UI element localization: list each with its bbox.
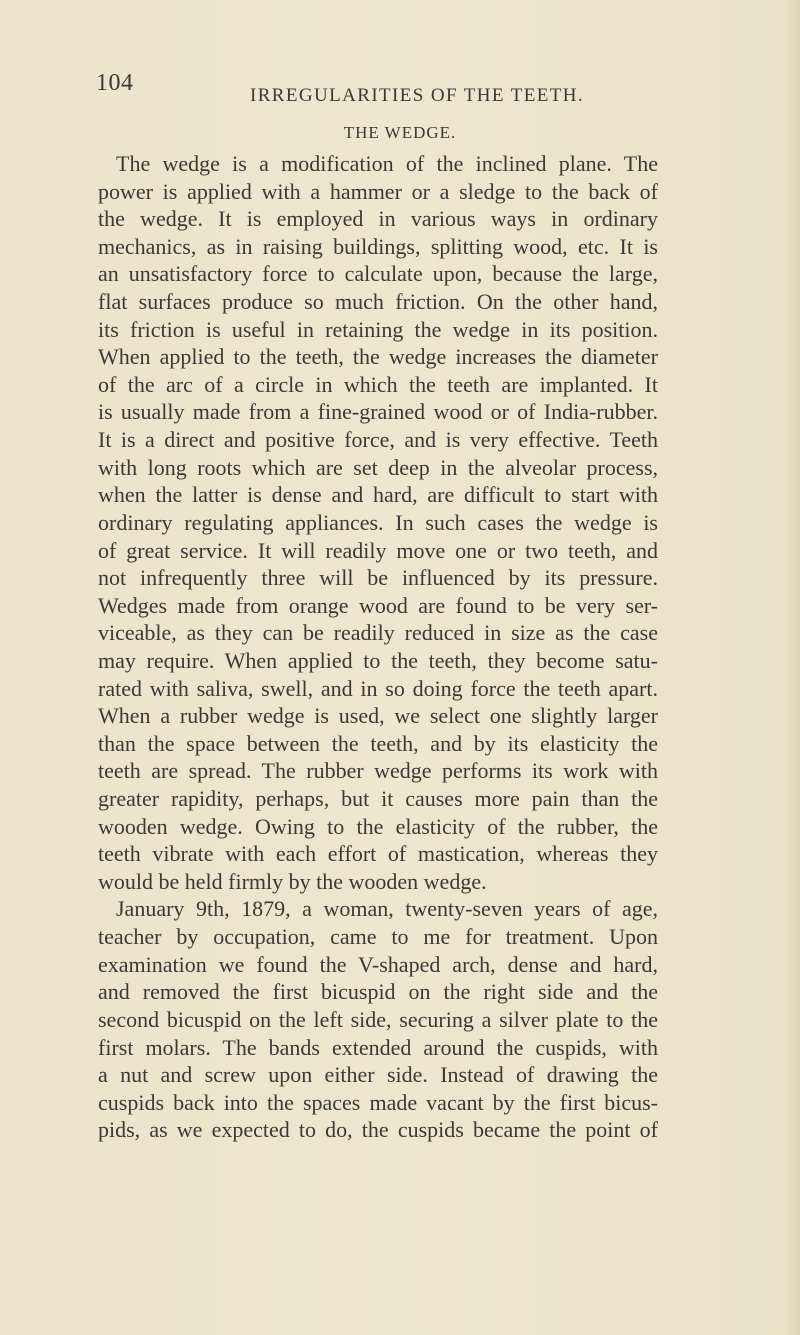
running-head: IRREGULARITIES OF THE TEETH. xyxy=(250,85,585,106)
text-line: the wedge. It is employed in various ways in ordinary xyxy=(98,206,658,232)
text-line: its friction is useful in retaining the wedge in its position. xyxy=(98,316,658,342)
text-line: with long roots which are set deep in the alveolar process, xyxy=(98,454,658,480)
text-line: greater rapidity, perhaps, but it causes more pain than the xyxy=(98,786,658,812)
text-line: and removed the first bicuspid on the right side and the xyxy=(98,979,658,1005)
text-line: power is applied with a hammer or a sledge to the back of xyxy=(98,178,658,204)
text-line: The wedge is a modification of the inclined plane. The xyxy=(116,151,658,176)
text-line: cuspids back into the spaces made vacant by the first bicus- xyxy=(98,1089,658,1115)
text-line: It is a direct and positive force, and is very effective. Teeth xyxy=(98,427,658,453)
text-line: When applied to the teeth, the wedge increases the diameter xyxy=(98,344,658,370)
text-line: flat surfaces produce so much friction. On the other hand, xyxy=(98,289,658,315)
text-line: is usually made from a fine-grained wood or of India-rubber. xyxy=(98,399,658,425)
page-number: 104 xyxy=(96,70,134,96)
text-line: pids, as we expected to do, the cuspids became the point of xyxy=(98,1117,658,1143)
text-line: ordinary regulating appliances. In such cases the wedge is xyxy=(98,509,658,535)
text-line: rated with saliva, swell, and in so doing force the teeth apart. xyxy=(98,675,658,701)
text-line: examination we found the V-shaped arch, dense and hard, xyxy=(98,951,658,977)
text-line: first molars. The bands extended around the cuspids, with xyxy=(98,1034,658,1060)
text-line: When a rubber wedge is used, we select one slightly larger xyxy=(98,703,658,729)
text-line: may require. When applied to the teeth, they become satu- xyxy=(98,647,658,673)
text-line: teacher by occupation, came to me for treatment. Upon xyxy=(98,924,658,950)
text-line: would be held firmly by the wooden wedge. xyxy=(98,868,487,894)
text-line: Wedges made from orange wood are found to be very ser- xyxy=(98,592,658,618)
text-line: wooden wedge. Owing to the elasticity of the rubber, the xyxy=(98,813,658,839)
text-line: a nut and screw upon either side. Instead of drawing the xyxy=(98,1062,658,1088)
text-line: second bicuspid on the left side, securing a silver plate to the xyxy=(98,1006,658,1032)
text-line: of the arc of a circle in which the teeth are implanted. It xyxy=(98,371,658,397)
body-text xyxy=(98,150,658,1144)
section-title: THE WEDGE. xyxy=(343,123,457,142)
text-line: an unsatisfactory force to calculate upon, because the large, xyxy=(98,261,658,287)
text-line: January 9th, 1879, a woman, twenty-seven years of age, xyxy=(116,896,658,922)
text-line: of great service. It will readily move one or two teeth, and xyxy=(98,537,658,563)
text-line: when the latter is dense and hard, are difficult to start with xyxy=(98,482,658,508)
text-line: than the space between the teeth, and by its elasticity the xyxy=(98,730,658,756)
text-line: viceable, as they can be readily reduced in size as the case xyxy=(98,620,658,646)
text-line: teeth are spread. The rubber wedge performs its work with xyxy=(98,758,658,784)
text-line: mechanics, as in raising buildings, splitting wood, etc. It is xyxy=(98,233,658,259)
text-line: not infrequently three will be influenced by its pressure. xyxy=(98,565,658,591)
page-edge-shadow xyxy=(786,0,800,1335)
text-line: teeth vibrate with each effort of mastication, whereas they xyxy=(98,841,658,867)
